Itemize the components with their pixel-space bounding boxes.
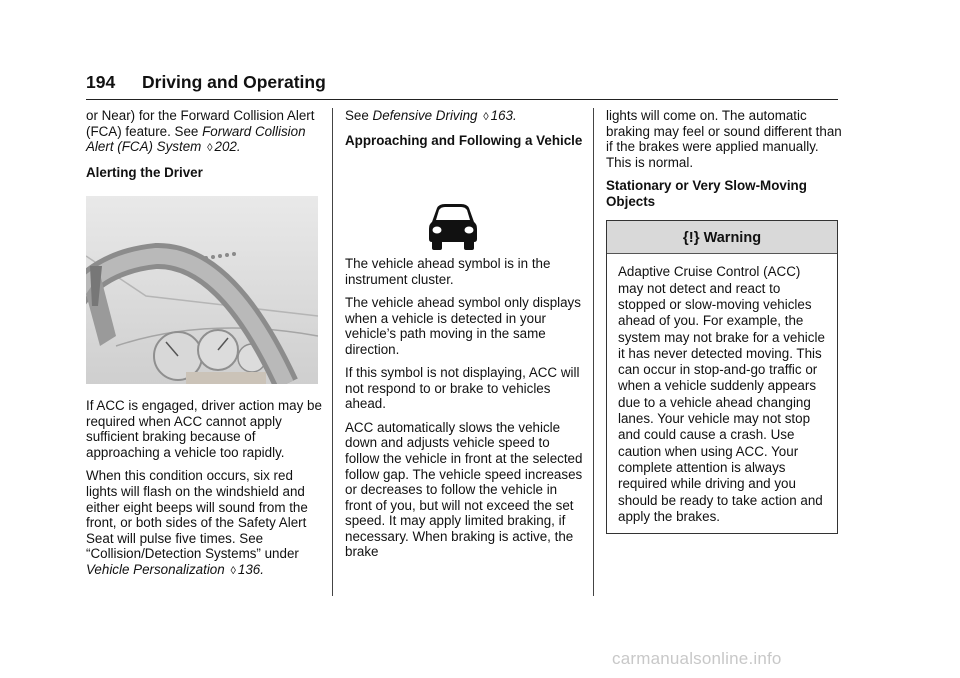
- paragraph: The vehicle ahead symbol only displays when a vehicle is detected in your vehicle’s path moving in the same direction.: [345, 294, 581, 357]
- paragraph: [86, 108, 322, 157]
- warning-icon: {!}: [682, 229, 700, 247]
- paragraph: The vehicle ahead symbol is in the instrument cluster.: [345, 255, 551, 287]
- paragraph: If ACC is engaged, driver action may be required when ACC cannot apply sufficient braking because of approaching a vehicle too rapidly.: [86, 398, 322, 460]
- page-reference[interactable]: 202.: [214, 139, 241, 155]
- warning-text: Adaptive Cruise Control (ACC) may not detect and react to stopped or slow-moving vehicles ahead of you. For example, the system may not brake for a vehicle it has never detected moving. This can occur in stop-and-go traffic or when a vehicle suddenly appears due to a vehicle ahead changing lanes. Your vehicle may not stop and could cause a crash. Use caution when using ACC. Your complete attention is always required while driving and you should be ready to take action and apply the brakes.: [618, 264, 825, 524]
- column-divider: [332, 108, 333, 596]
- column-3: [606, 108, 842, 534]
- page-number: 194: [86, 72, 116, 92]
- paragraph: [345, 108, 583, 126]
- text: See: [345, 108, 373, 123]
- page-header: [86, 70, 838, 100]
- page-reference[interactable]: 163.: [490, 108, 517, 123]
- subheading: Approaching and Following a Vehicle: [345, 133, 583, 149]
- cross-reference-link[interactable]: Forward Collision Alert (FCA) System: [86, 123, 306, 155]
- subheading: Alerting the Driver: [86, 164, 203, 180]
- paragraph: [86, 468, 322, 579]
- section-title: Driving and Operating: [142, 72, 326, 92]
- page-ref-arrow-icon: ◊: [230, 564, 236, 577]
- page-ref-arrow-icon: ◊: [207, 142, 213, 155]
- dashboard-illustration: [86, 196, 318, 384]
- subheading: Stationary or Very Slow-Moving Objects: [606, 178, 807, 209]
- cross-reference-link[interactable]: Defensive Driving: [372, 108, 478, 123]
- paragraph: ACC automatically slows the vehicle down and adjusts vehicle speed to follow the vehicle in front at the selected follow gap. The vehicle speed increases or decreases to follow the vehicle in front of you, but will not exceed the set speed. It may apply limited braking, if necessary. When braking is active, the brake: [345, 419, 583, 560]
- text: When this condition occurs, six red lights will flash on the windshield and either eight beeps will sound from the front, or both sides of the Safety Alert Seat will pulse five times. See “Collision/Detection Systems” under: [86, 468, 308, 562]
- watermark: carmanualsonline.info: [612, 649, 782, 668]
- cross-reference-link[interactable]: Vehicle Personalization: [86, 561, 225, 577]
- warning-title: Warning: [703, 230, 762, 247]
- column-2: [345, 108, 583, 568]
- paragraph: lights will come on. The automatic braking may feel or sound different than if the brakes were applied manually. This is normal.: [606, 108, 842, 170]
- text: or Near) for the Forward Collision Alert (FCA) feature. See: [86, 108, 315, 139]
- warning-box: [606, 220, 838, 534]
- vehicle-ahead-symbol-area: [345, 158, 583, 256]
- vehicle-ahead-icon: [427, 202, 479, 252]
- column-1: [86, 108, 322, 587]
- page-reference[interactable]: 136.: [237, 561, 264, 577]
- paragraph: If this symbol is not displaying, ACC will not respond to or brake to vehicles ahead.: [345, 365, 580, 412]
- column-divider: [593, 108, 594, 596]
- warning-header: [607, 221, 837, 254]
- page-ref-arrow-icon: ◊: [483, 111, 489, 123]
